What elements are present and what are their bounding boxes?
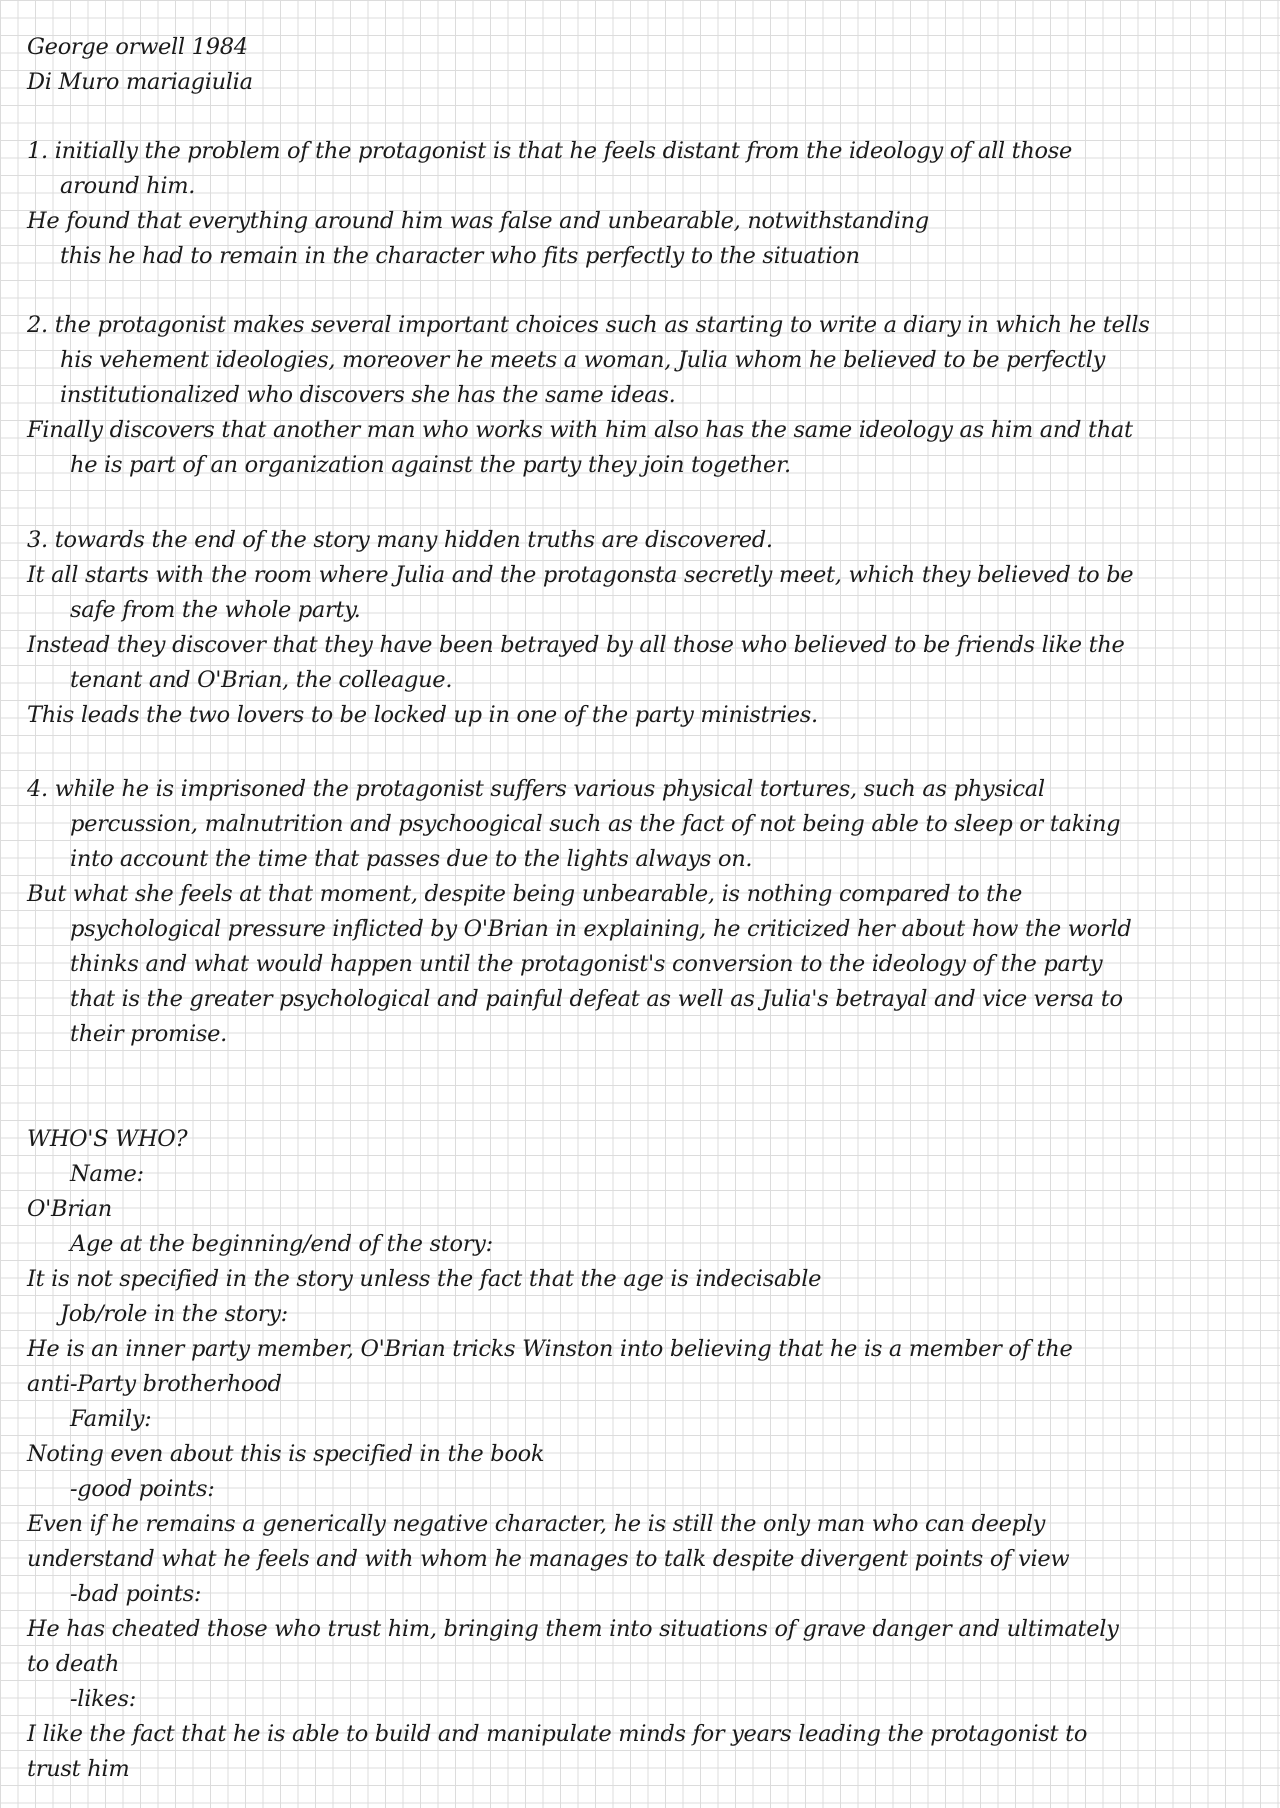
answer-line: 2. the protagonist makes several important choices such as starting to write a diary in which he tells xyxy=(27,312,1150,338)
answer-line: that is the greater psychological and painful defeat as well as Julia's betrayal and vice versa to xyxy=(70,986,1123,1012)
answer-line: this he had to remain in the character who fits perfectly to the situation xyxy=(60,243,860,269)
family-label: Family: xyxy=(70,1406,152,1432)
age-label: Age at the beginning/end of the story: xyxy=(70,1231,493,1257)
answer-line: his vehement ideologies, moreover he meets a woman, Julia whom he believed to be perfectly xyxy=(60,347,1106,373)
job-label: Job/role in the story: xyxy=(60,1301,288,1327)
likes-label: -likes: xyxy=(70,1686,136,1712)
answer-line: into account the time that passes due to the lights always on. xyxy=(70,846,753,872)
answer-line: Instead they discover that they have been betrayed by all those who believed to be friends like the xyxy=(27,632,1125,658)
good-points-label: -good points: xyxy=(70,1476,215,1502)
bad-points-label: -bad points: xyxy=(70,1581,202,1607)
answer-line: This leads the two lovers to be locked up in one of the party ministries. xyxy=(27,702,818,728)
answer-line: 3. towards the end of the story many hidden truths are discovered. xyxy=(27,527,773,553)
good-points-value: Even if he remains a generically negative character, he is still the only man who can deeply xyxy=(27,1511,1046,1537)
whos-who-heading: WHO'S WHO? xyxy=(27,1126,188,1152)
likes-value: I like the fact that he is able to build and manipulate minds for years leading the protagonist to xyxy=(27,1721,1088,1747)
answer-line: their promise. xyxy=(70,1021,228,1047)
likes-value: trust him xyxy=(27,1756,130,1782)
author-name: Di Muro mariagiulia xyxy=(27,69,253,95)
answer-line: 1. initially the problem of the protagonist is that he feels distant from the ideology of all those xyxy=(27,138,1073,164)
answer-line: Finally discovers that another man who works with him also has the same ideology as him and that xyxy=(27,417,1133,443)
bad-points-value: to death xyxy=(27,1651,120,1677)
answer-line: institutionalized who discovers she has the same ideas. xyxy=(60,382,676,408)
job-value: anti-Party brotherhood xyxy=(27,1371,282,1397)
answer-line: He found that everything around him was false and unbearable, notwithstanding xyxy=(27,208,929,234)
age-value: It is not specified in the story unless the fact that the age is indecisable xyxy=(27,1266,822,1292)
answer-line: But what she feels at that moment, despite being unbearable, is nothing compared to the xyxy=(27,881,1023,907)
answer-line: thinks and what would happen until the protagonist's conversion to the ideology of the party xyxy=(70,951,1103,977)
good-points-value: understand what he feels and with whom he manages to talk despite divergent points of view xyxy=(27,1546,1070,1572)
answer-line: he is part of an organization against the party they join together. xyxy=(70,452,791,478)
answer-line: It all starts with the room where Julia and the protagonsta secretly meet, which they believed to be xyxy=(27,562,1134,588)
name-value: O'Brian xyxy=(27,1196,112,1222)
document-title: George orwell 1984 xyxy=(27,34,248,60)
job-value: He is an inner party member, O'Brian tricks Winston into believing that he is a member of the xyxy=(27,1336,1073,1362)
family-value: Noting even about this is specified in the book xyxy=(27,1441,545,1467)
answer-line: tenant and O'Brian, the colleague. xyxy=(70,667,453,693)
bad-points-value: He has cheated those who trust him, bringing them into situations of grave danger and ultimately xyxy=(27,1616,1119,1642)
answer-line: psychological pressure inflicted by O'Brian in explaining, he criticized her about how the world xyxy=(70,916,1132,942)
name-label: Name: xyxy=(70,1161,144,1187)
answer-line: safe from the whole party. xyxy=(70,597,361,623)
answer-line: 4. while he is imprisoned the protagonist suffers various physical tortures, such as physical xyxy=(27,776,1045,802)
answer-line: percussion, malnutrition and psychoogical such as the fact of not being able to sleep or taking xyxy=(70,811,1121,837)
answer-line: around him. xyxy=(60,173,196,199)
